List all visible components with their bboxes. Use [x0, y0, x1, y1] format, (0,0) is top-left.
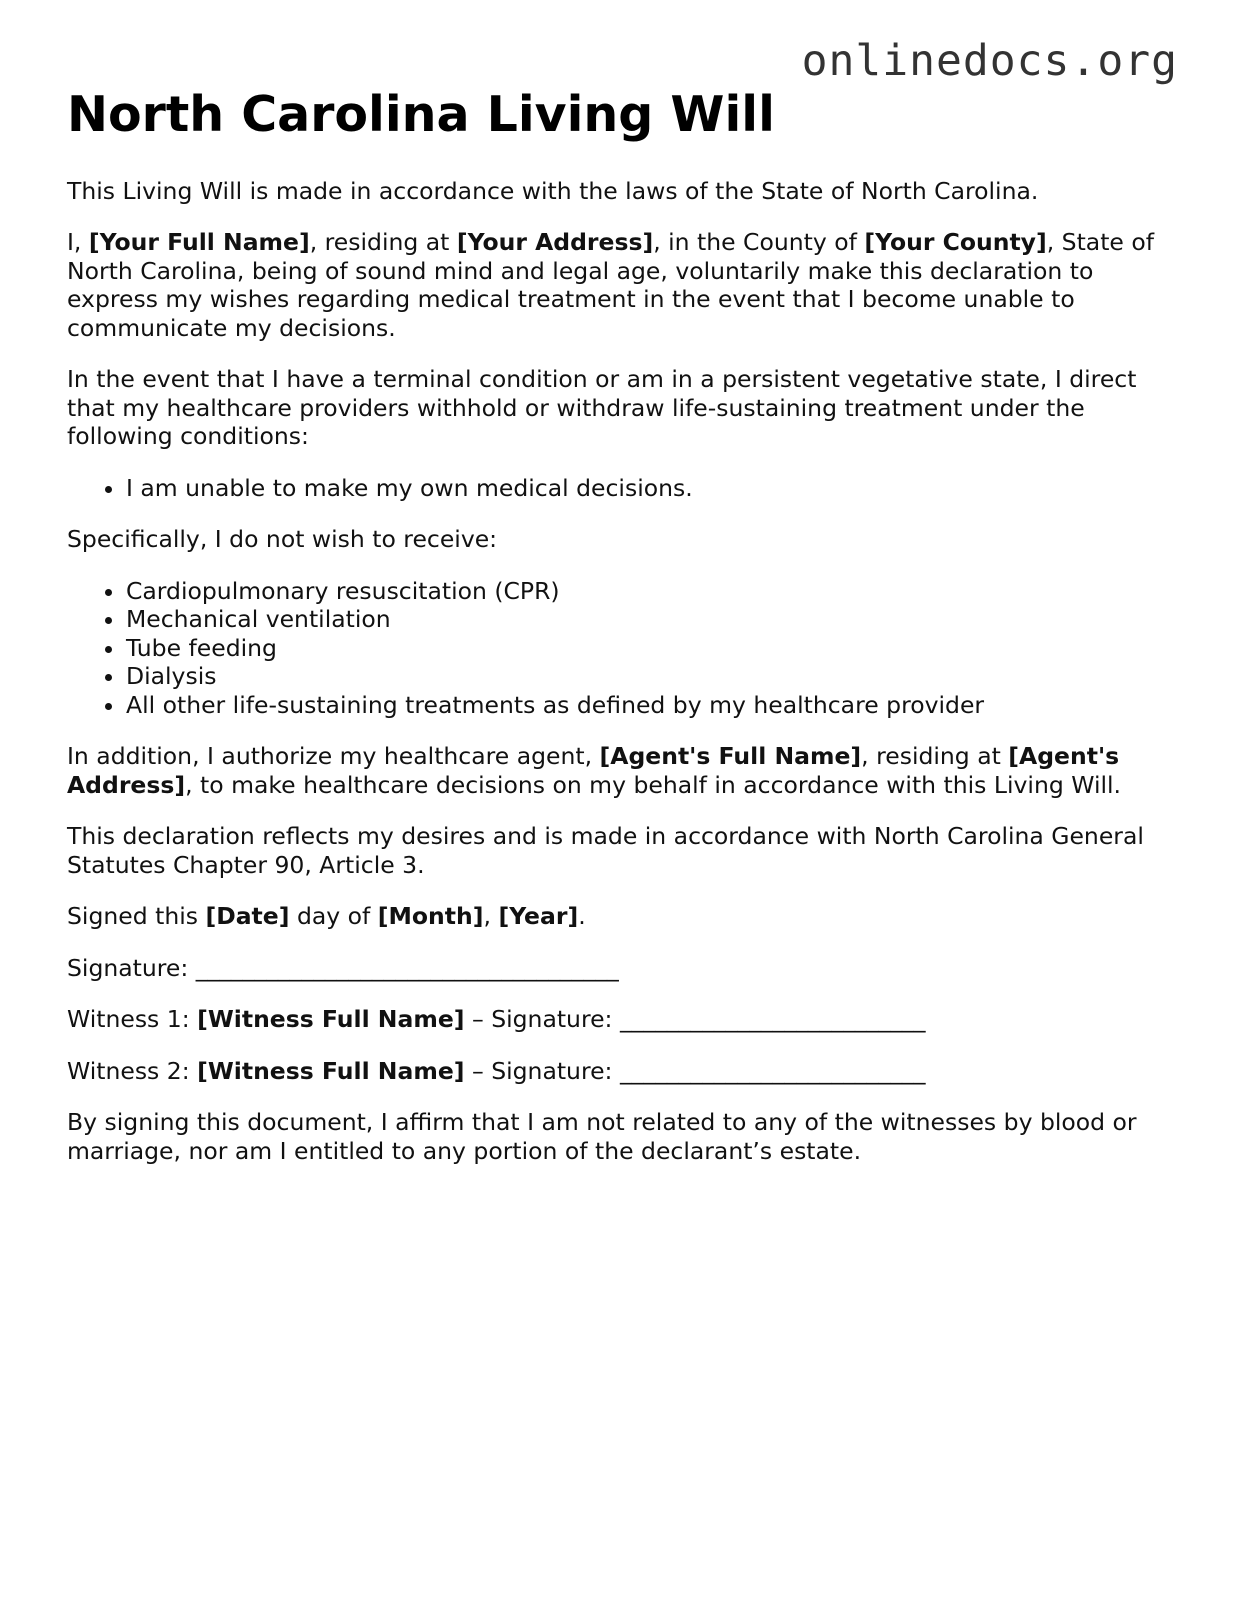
list-item: • All other life-sustaining treatments as defined by my healthcare provider: [126, 691, 1167, 720]
declaration-paragraph: I, [Your Full Name], residing at [Your Address], in the County of [Your County], State of North Carolina, being of sound mind and legal age, voluntarily make this declaration to express my wishes regarding medical treatment in the event that I become unable to communicate my decisions.: [67, 228, 1154, 342]
list-item: • Mechanical ventilation: [126, 605, 1167, 634]
witness-1-name-field: [Witness Full Name]: [197, 1005, 465, 1034]
agent-paragraph: In addition, I authorize my healthcare agent, [Agent's Full Name], residing at [Agent's Address], to make healthcare decisions on my behalf in accordance with this Living Will.: [67, 742, 1122, 799]
witness-2-line: Witness 2: [Witness Full Name] – Signature: __________________________: [67, 1056, 926, 1085]
month-field: [Month]: [377, 902, 484, 931]
witness-2-name-field: [Witness Full Name]: [197, 1056, 465, 1085]
date-field: [Date]: [205, 902, 290, 931]
witness-1-signature-blank: __________________________: [619, 1005, 926, 1034]
list-item: • Dialysis: [126, 662, 1167, 691]
list-item: • I am unable to make my own medical decisions.: [126, 474, 1167, 503]
signature-line: Signature: ____________________________________: [67, 953, 619, 982]
statute-paragraph: This declaration reflects my desires and is made in accordance with North Carolina General Statutes Chapter 90, Article 3.: [67, 822, 1144, 879]
page-title: North Carolina Living Will: [67, 86, 775, 143]
declarant-county-field: [Your County]: [864, 228, 1047, 257]
signed-date-line: Signed this [Date] day of [Month], [Year].: [67, 902, 586, 931]
list-item: • Tube feeding: [126, 634, 1167, 663]
conditions-list: [67, 474, 1167, 503]
declarant-address-field: [Your Address]: [456, 228, 654, 257]
agent-name-field: [Agent's Full Name]: [599, 742, 862, 771]
signature-blank: ____________________________________: [195, 953, 619, 982]
conditions-intro-paragraph: In the event that I have a terminal condition or am in a persistent vegetative state, I direct that my healthcare providers withhold or withdraw life-sustaining treatment under the following conditions:: [67, 365, 1137, 451]
year-field: [Year]: [498, 902, 579, 931]
witness-1-line: Witness 1: [Witness Full Name] – Signature: __________________________: [67, 1005, 926, 1034]
witness-2-signature-blank: __________________________: [619, 1056, 926, 1085]
treatments-list: [67, 577, 1167, 720]
specific-intro-paragraph: Specifically, I do not wish to receive:: [67, 525, 498, 554]
agent-address-field: [Agent's Address]: [67, 742, 1120, 799]
declarant-name-field: [Your Full Name]: [88, 228, 310, 257]
document: [67, 88, 1167, 1188]
affirmation-paragraph: By signing this document, I affirm that I am not related to any of the witnesses by blood or marriage, nor am I entitled to any portion of the declarant’s estate.: [67, 1108, 1137, 1165]
intro-paragraph: This Living Will is made in accordance with the laws of the State of North Carolina.: [67, 176, 1039, 205]
watermark: onlinedocs.org: [801, 36, 1178, 86]
list-item: • Cardiopulmonary resuscitation (CPR): [126, 577, 1167, 606]
